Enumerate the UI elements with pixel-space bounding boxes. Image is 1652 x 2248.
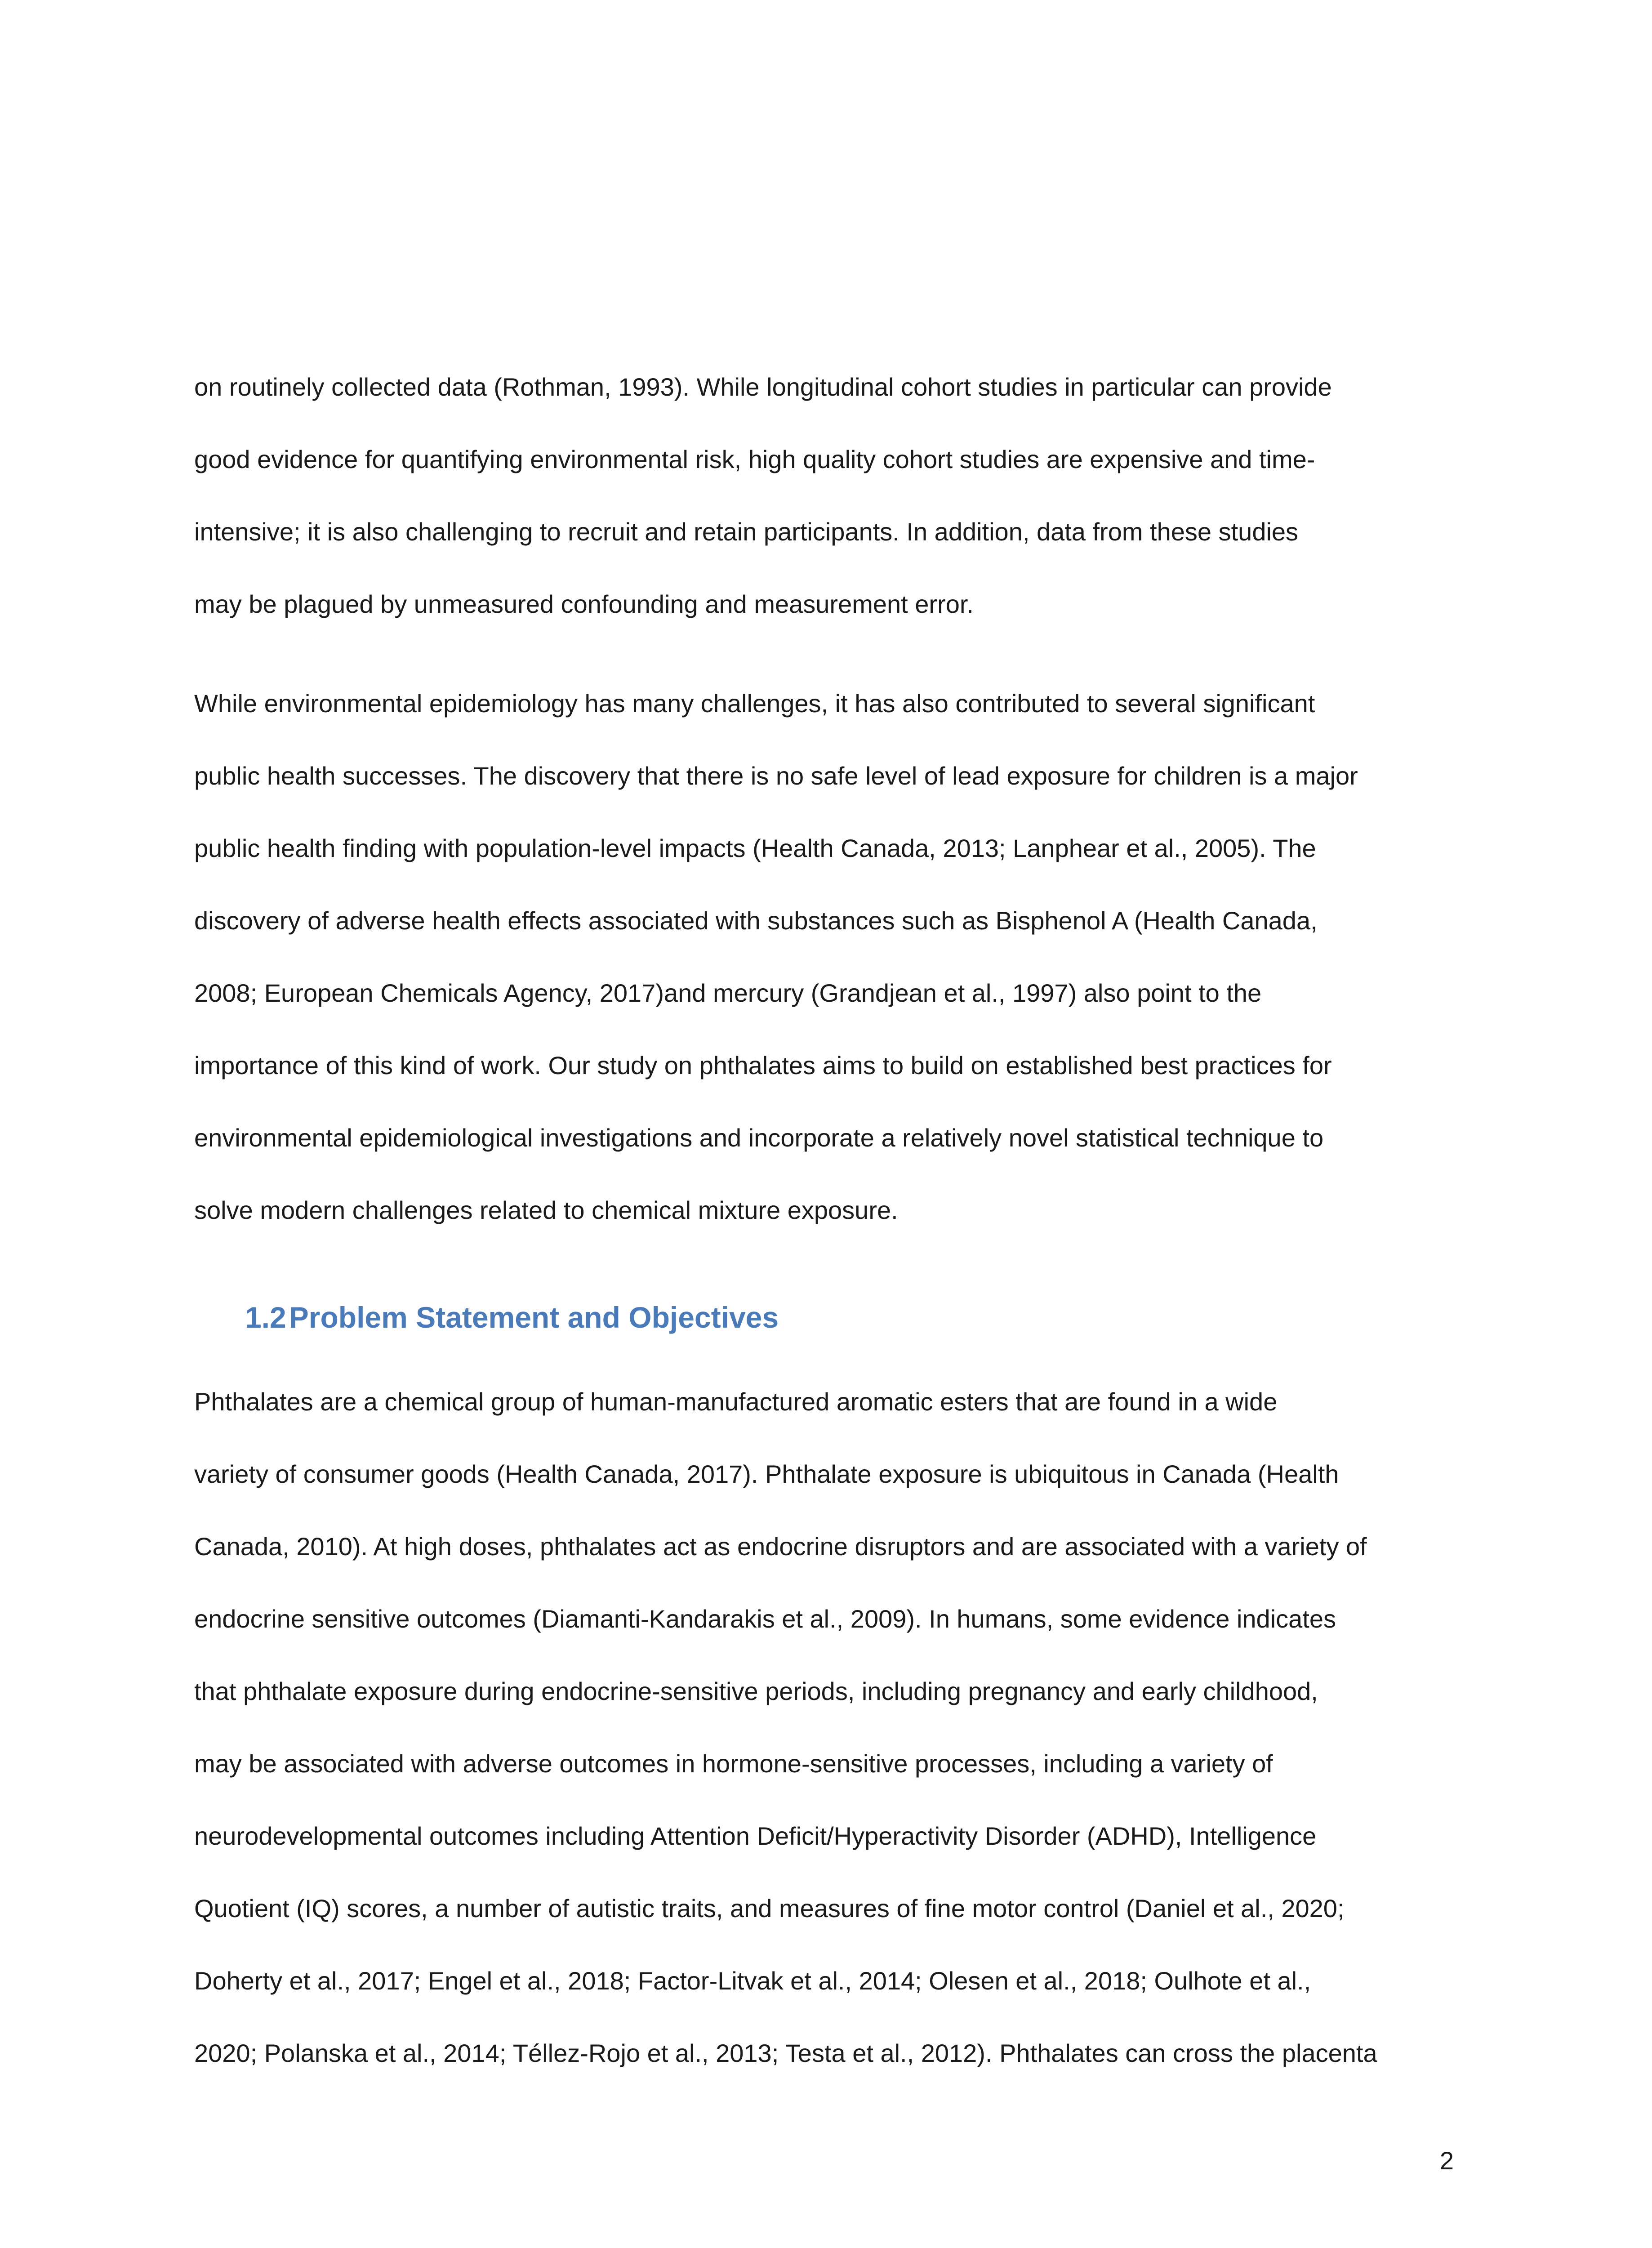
paragraph-epidemiology-successes (194, 691, 1453, 1270)
section-heading (245, 1302, 779, 1332)
text-line: good evidence for quantifying environmental risk, high quality cohort studies are expensive and time- (194, 445, 1315, 473)
section-title: Problem Statement and Objectives (289, 1301, 779, 1334)
text-line: environmental epidemiological investigations and incorporate a relatively novel statistical technique to (194, 1124, 1324, 1152)
paragraph-intro-continued (194, 375, 1453, 664)
text-line: importance of this kind of work. Our study on phthalates aims to build on established best practices for (194, 1051, 1332, 1079)
text-line: Doherty et al., 2017; Engel et al., 2018; Factor-Litvak et al., 2014; Olesen et al., 2018; Oulhote et al., (194, 1967, 1311, 1995)
text-line: 2020; Polanska et al., 2014; Téllez-Rojo et al., 2013; Testa et al., 2012). Phthalates can cross the placenta (194, 2039, 1377, 2067)
text-line: Quotient (IQ) scores, a number of autistic traits, and measures of fine motor control (Daniel et al., 2020; (194, 1894, 1345, 1922)
text-line: public health finding with population-level impacts (Health Canada, 2013; Lanphear et al., 2005). The (194, 834, 1316, 862)
text-line: may be associated with adverse outcomes in hormone-sensitive processes, including a variety of (194, 1749, 1273, 1778)
text-line: discovery of adverse health effects associated with substances such as Bisphenol A (Health Canada, (194, 906, 1318, 935)
text-line: 2008; European Chemicals Agency, 2017)and mercury (Grandjean et al., 1997) also point to the (194, 979, 1262, 1007)
page-number: 2 (1439, 2146, 1454, 2175)
text-line: solve modern challenges related to chemical mixture exposure. (194, 1196, 898, 1224)
paragraph-phthalates (194, 1389, 1453, 2113)
text-line: endocrine sensitive outcomes (Diamanti-Kandarakis et al., 2009). In humans, some evidence indicates (194, 1605, 1336, 1633)
text-line: may be plagued by unmeasured confounding and measurement error. (194, 590, 974, 618)
text-line: neurodevelopmental outcomes including Attention Deficit/Hyperactivity Disorder (ADHD), Intelligence (194, 1822, 1317, 1850)
text-line: Canada, 2010). At high doses, phthalates act as endocrine disruptors and are associated with a variety of (194, 1532, 1367, 1561)
text-line: on routinely collected data (Rothman, 1993). While longitudinal cohort studies in particular can provide (194, 373, 1332, 401)
text-line: Phthalates are a chemical group of human-manufactured aromatic esters that are found in a wide (194, 1387, 1278, 1416)
text-line: While environmental epidemiology has many challenges, it has also contributed to several significant (194, 689, 1315, 718)
text-line: variety of consumer goods (Health Canada, 2017). Phthalate exposure is ubiquitous in Canada (Health (194, 1460, 1339, 1488)
section-number: 1.2 (245, 1301, 286, 1334)
text-line: intensive; it is also challenging to recruit and retain participants. In addition, data from these studies (194, 517, 1299, 546)
text-line: public health successes. The discovery that there is no safe level of lead exposure for children is a major (194, 762, 1358, 790)
text-line: that phthalate exposure during endocrine-sensitive periods, including pregnancy and early childhood, (194, 1677, 1318, 1705)
